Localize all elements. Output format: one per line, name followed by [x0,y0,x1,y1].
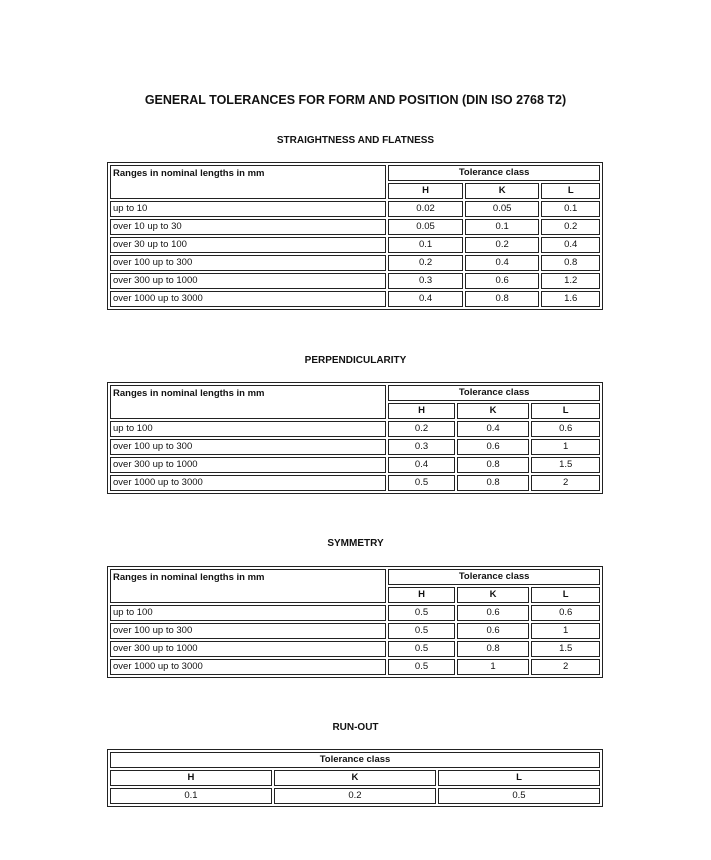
range-cell: up to 10 [110,201,386,217]
value-l-cell: 1 [531,439,600,455]
value-h-cell: 0.2 [388,255,463,271]
value-k-cell: 0.6 [457,439,530,455]
value-h-cell: 0.1 [388,237,463,253]
symmetry-heading: SYMMETRY [327,538,384,549]
range-cell: over 1000 up to 3000 [110,659,386,675]
table-row [110,273,600,289]
table-header-row [110,569,600,585]
value-k-cell: 1 [457,659,530,675]
value-k-cell: 0.6 [457,623,530,639]
value-l-cell: 0.2 [541,219,600,235]
value-h-cell: 0.5 [388,659,455,675]
table-row [110,605,600,621]
value-k-cell: 0.8 [457,475,530,491]
value-l-cell: 2 [531,659,600,675]
value-k-cell: 0.4 [457,421,530,437]
tolerance-class-header: Tolerance class [388,385,600,401]
table-header-row [110,165,600,181]
value-h-cell: 0.4 [388,457,455,473]
value-k-cell: 0.1 [465,219,540,235]
tolerance-class-header: Tolerance class [388,165,600,181]
range-cell: over 300 up to 1000 [110,457,386,473]
range-cell: up to 100 [110,605,386,621]
value-h-cell: 0.5 [388,641,455,657]
value-k-cell: 0.8 [457,457,530,473]
class-l-header: L [541,183,600,199]
range-cell: up to 100 [110,421,386,437]
table-row [110,237,600,253]
class-l-header: L [531,403,600,419]
perpendicularity-table [107,382,603,494]
value-h-cell: 0.4 [388,291,463,307]
class-h-header: H [388,587,455,603]
table-row [110,219,600,235]
range-cell: over 300 up to 1000 [110,641,386,657]
value-l-cell: 1.5 [531,641,600,657]
table-row [110,291,600,307]
straightness-heading: STRAIGHTNESS AND FLATNESS [276,135,435,146]
range-cell: over 300 up to 1000 [110,273,386,289]
class-h-header: H [388,183,463,199]
value-h-cell: 0.3 [388,273,463,289]
tolerance-class-header: Tolerance class [110,752,600,768]
value-k-cell: 0.4 [465,255,540,271]
range-cell: over 10 up to 30 [110,219,386,235]
runout-table [107,749,603,807]
value-h-cell: 0.02 [388,201,463,217]
range-cell: over 1000 up to 3000 [110,475,386,491]
symmetry-table [107,566,603,678]
runout-heading: RUN-OUT [332,722,379,733]
value-l-cell: 0.6 [531,605,600,621]
value-k-cell: 0.6 [465,273,540,289]
class-h-header: H [110,770,272,786]
tolerance-class-header: Tolerance class [388,569,600,585]
value-l-cell: 0.4 [541,237,600,253]
perpendicularity-heading: PERPENDICULARITY [304,355,407,366]
class-l-header: L [438,770,600,786]
value-l-cell: 1.5 [531,457,600,473]
table-row [110,457,600,473]
value-h-cell: 0.1 [110,788,272,804]
value-k-cell: 0.8 [465,291,540,307]
value-k-cell: 0.2 [274,788,436,804]
table-row [110,475,600,491]
value-h-cell: 0.3 [388,439,455,455]
table-row [110,641,600,657]
table-row [110,788,600,804]
value-h-cell: 0.2 [388,421,455,437]
value-l-cell: 1.2 [541,273,600,289]
table-row [110,201,600,217]
range-cell: over 100 up to 300 [110,255,386,271]
value-l-cell: 0.6 [531,421,600,437]
value-h-cell: 0.5 [388,623,455,639]
range-cell: over 1000 up to 3000 [110,291,386,307]
table-row [110,623,600,639]
value-l-cell: 0.8 [541,255,600,271]
class-k-header: K [274,770,436,786]
value-l-cell: 1 [531,623,600,639]
range-cell: over 100 up to 300 [110,623,386,639]
value-h-cell: 0.5 [388,605,455,621]
value-l-cell: 2 [531,475,600,491]
value-k-cell: 0.05 [465,201,540,217]
value-l-cell: 0.1 [541,201,600,217]
table-header-row [110,752,600,768]
range-header: Ranges in nominal lengths in mm [110,569,386,603]
range-header: Ranges in nominal lengths in mm [110,385,386,419]
range-cell: over 30 up to 100 [110,237,386,253]
value-k-cell: 0.8 [457,641,530,657]
value-k-cell: 0.2 [465,237,540,253]
class-h-header: H [388,403,455,419]
range-header: Ranges in nominal lengths in mm [110,165,386,199]
value-h-cell: 0.05 [388,219,463,235]
value-l-cell: 1.6 [541,291,600,307]
straightness-table [107,162,603,310]
value-k-cell: 0.6 [457,605,530,621]
document-title: GENERAL TOLERANCES FOR FORM AND POSITION (DIN ISO 2768 T2) [144,93,567,107]
table-row [110,439,600,455]
class-k-header: K [457,587,530,603]
table-header-row [110,385,600,401]
class-header-row [110,770,600,786]
class-k-header: K [457,403,530,419]
table-row [110,255,600,271]
value-l-cell: 0.5 [438,788,600,804]
class-k-header: K [465,183,540,199]
table-row [110,421,600,437]
class-l-header: L [531,587,600,603]
table-row [110,659,600,675]
range-cell: over 100 up to 300 [110,439,386,455]
value-h-cell: 0.5 [388,475,455,491]
